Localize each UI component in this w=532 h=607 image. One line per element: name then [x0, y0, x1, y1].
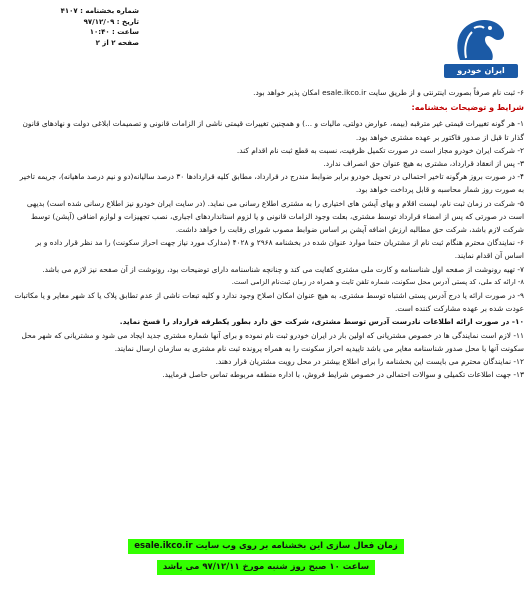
list-item: ۱۲- نمایندگان محترم می بایست این بخشنامه را برای اطلاع بیشتر در محل رویت مشتریان قرار دهند.	[215, 357, 524, 367]
list-item: ۶- نمایندگان محترم هنگام ثبت نام از مشتریان حتما موارد عنوان شده در بخشنامه ۲۹۶۸ و ۴۰۲۸ (مدارک مورد نیاز جهت احراز سکونت) را مد نظر قرار داده و بر اساس آن اقدام نمایند.	[35, 238, 524, 261]
list-item: ۳- پس از انعقاد قرارداد، مشتری به هیچ عنوان حق انصراف ندارد.	[323, 159, 524, 169]
circular-number: شماره بخشنامه : ۴۱۰۷	[60, 7, 139, 15]
section-title: شرایط و توضیحات بخشنامه:	[411, 103, 524, 113]
circular-time: ساعت : ۱۰:۴۰	[89, 28, 139, 36]
list-item: ۱۱- لازم است نمایندگی ها در خصوص مشتریانی که اولین بار در ایران خودرو ثبت نام نموده و برای آنها شماره مشتری جدید ایجاد می شود و مشتریانی که شهر محل سکونت آنها با محل صدور شناسنامه مغایر می باشد تاییدیه احراز سکونت را به همراه پرونده ثبت نام مشتری به سازمان ارسال نمایند.	[21, 330, 524, 353]
page-indicator: صفحه ۲ از ۲	[95, 38, 139, 47]
list-item: ۱- هر گونه تغییرات قیمتی غیر مترقبه (بیمه، عوارض دولتی، مالیات و ...) و همچنین تغییرات قیمتی ناشی از الزامات قانونی و تصمیمات ابلاغی دولت و نهادهای قانون گذار تا قبل از صدور فاکتور بر عهده مشتری خواهد بود.	[22, 119, 524, 142]
list-item: ۴- در صورت بروز هرگونه تاخیر احتمالی در تحویل خودرو برابر ضوابط مندرج در قرارداد، مطابق کلیه قراردادها ۳۰ درصد سالیانه(دو و نیم درصد ماهیانه)، جریمه تاخیر به صورت روز شمار محاسبه و قابل پرداخت خواهد بود.	[19, 172, 524, 195]
list-item: ۱۰- در صورت ارائه اطلاعات نادرست آدرس توسط مشتری، شرکت حق دارد بطور یکطرفه قرارداد را فسخ نماید.	[119, 317, 524, 327]
list-item: ۸- ارائه کد ملی، کد پستی آدرس محل سکونت، شماره تلفن ثابت و همراه در زمان ثبت‌نام الزامی است.	[231, 277, 524, 286]
activation-line-2: ساعت ۱۰ صبح روز شنبه مورخ ۹۷/۱۲/۱۱ می باشد	[157, 560, 375, 575]
circular-body	[14, 86, 524, 381]
logo-wordmark: ایران خودرو	[444, 64, 518, 78]
activation-line-1: زمان فعال سازی این بخشنامه بر روی وب سایت esale.ikco.ir	[128, 539, 403, 554]
list-item: ۵- شرکت در زمان ثبت نام، لیست اقلام و بهای آپشن های اختیاری را به مشتری اطلاع رسانی می نماید. (در سایت ایران خودرو نیز اطلاع رسانی شده است) بدیهی است در صورتی که پس از امضاء قرارداد توسط مشتری، بعلت وجود الزامات قانونی و یا لزوم استانداردهای اجباری، نصب تجهیزات و لوازم اضافی (آپشن) توسط شرکت لازم باشد، شرکت حق مطالبه ارزش اضافه آپشن بر اساس ضوابط مصوب شورای رقابت را خواهد داشت.	[26, 198, 524, 235]
horse-head-icon	[444, 14, 518, 64]
list-item: ۲- شرکت ایران خودرو مجاز است در صورت تکمیل ظرفیت، نسبت به قطع ثبت نام اقدام کند.	[236, 145, 524, 155]
list-item: ۱۳- جهت اطلاعات تکمیلی و سوالات احتمالی در خصوص شرایط فروش، با اداره منطقه مربوطه تماس حاصل فرمایید.	[162, 370, 524, 380]
intro-item: ۶- ثبت نام صرفاً بصورت اینترنتی و از طریق سایت esale.ikco.ir امکان پذیر خواهد بود.	[253, 88, 524, 97]
circular-date: تاریخ : ۹۷/۱۲/۰۹	[83, 17, 139, 26]
activation-notice	[0, 533, 532, 575]
list-item: ۷- تهیه رونوشت از صفحه اول شناسنامه و کارت ملی مشتری کفایت می کند و چنانچه شناسنامه دارای توضیحات بود، رونوشت از آن صفحه نیز لازم می باشد.	[42, 264, 524, 274]
list-item: ۹- در صورت ارائه یا درج آدرس پستی اشتباه توسط مشتری، به هیچ عنوان امکان اصلاح وجود ندارد و کلیه تبعات ناشی از عدم تطابق پلاک یا کد شهر مغایر و یا مکاتبات عودت شده بر عهده مشارکت کننده است.	[14, 291, 524, 314]
ikco-logo	[444, 14, 518, 78]
circular-meta	[14, 6, 139, 48]
